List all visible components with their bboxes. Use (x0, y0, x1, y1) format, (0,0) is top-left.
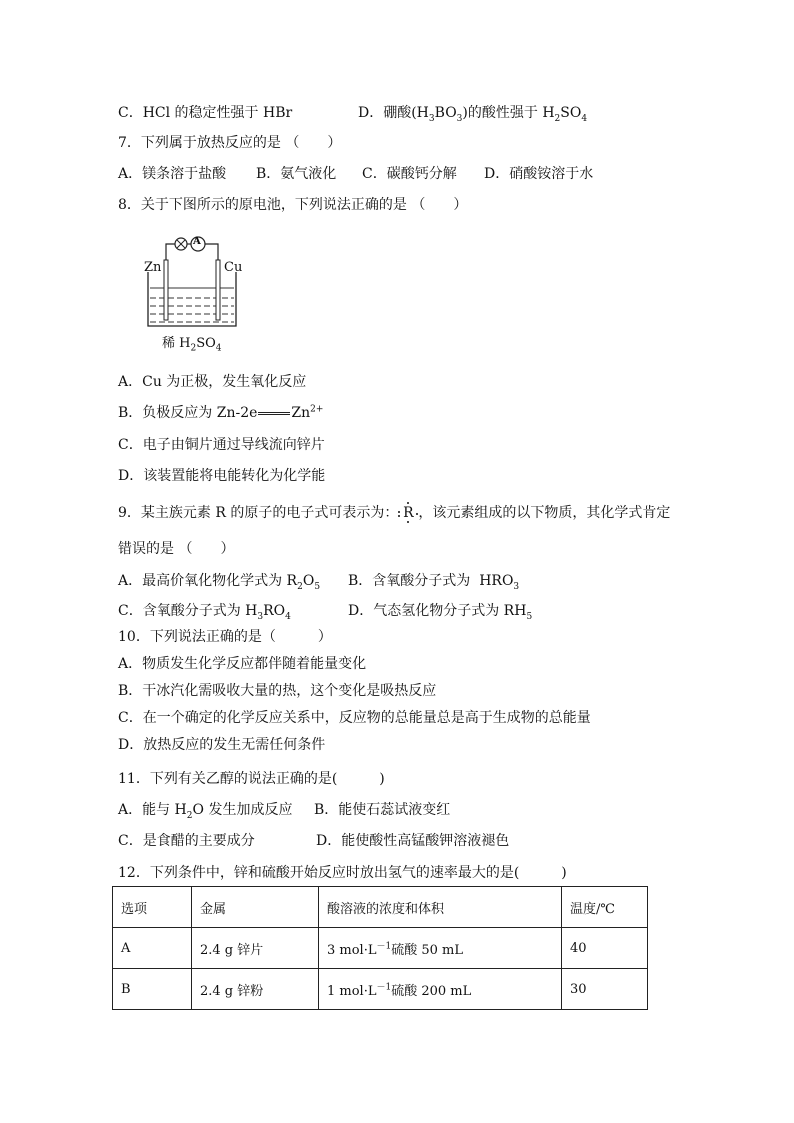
cell-option: A (113, 928, 192, 969)
zinc-electrode (164, 260, 168, 320)
copper-electrode (216, 260, 220, 320)
q11-option-b: B．能使石蕊试液变红 (314, 802, 451, 818)
zinc-label: Zn (144, 260, 162, 275)
question-9: 9．某主族元素 R 的原子的电子式可表示为： R ，该元素组成的以下物质，其化学式肯定 (118, 504, 670, 522)
question-10: 10．下列说法正确的是（ ） (118, 629, 332, 645)
cell-metal: 2.4 g 锌粉 (192, 969, 319, 1010)
q9-option-a: A．最高价氧化物化学式为 $R_2O_5$ (118, 573, 321, 592)
header-metal: 金属 (192, 887, 319, 928)
reaction-arrow (258, 412, 290, 415)
question-7: 7．下列属于放热反应的是 （ ） (118, 135, 342, 151)
copper-label: Cu (224, 260, 243, 275)
q6-option-d: D．硼酸$(H_3BO_3)$的酸性强于 $H_2SO_4$ (358, 105, 588, 124)
header-acid: 酸溶液的浓度和体积 (319, 887, 562, 928)
galvanic-cell-diagram (138, 232, 248, 354)
q8-option-b: B．负极反应为 Zn-2e $Zn^{2+}$ (118, 404, 324, 421)
q7-option-c: C．碳酸钙分解 (362, 166, 457, 182)
cell-temperature: 40 (562, 928, 648, 969)
cell-acid: 3 $mol\cdot L^{-1}$硫酸 50 mL (319, 928, 562, 969)
q8-option-d: D．该装置能将电能转化为化学能 (118, 468, 326, 484)
cell-acid: 1 $mol\cdot L^{-1}$硫酸 200 mL (319, 969, 562, 1010)
q8-option-c: C．电子由铜片通过导线流向锌片 (118, 437, 325, 453)
q8-option-a: A．Cu 为正极，发生氧化反应 (118, 374, 307, 390)
reaction-conditions-table (112, 886, 648, 1010)
q11-option-c: C．是食醋的主要成分 (118, 833, 255, 849)
question-11: 11．下列有关乙醇的说法正确的是( ) (118, 771, 385, 787)
table-row (113, 928, 648, 969)
q11-option-a: A．能与 $H_2O$ 发生加成反应 (118, 802, 293, 821)
question-12: 12．下列条件中，锌和硫酸开始反应时放出氢气的速率最大的是( ) (118, 865, 567, 881)
q7-option-a: A．镁条溶于盐酸 (118, 166, 227, 182)
cell-option: B (113, 969, 192, 1010)
header-temperature: 温度/℃ (562, 887, 648, 928)
solution-label: 稀 $H_2SO_4$ (162, 336, 222, 354)
q7-option-d: D．硝酸铵溶于水 (484, 166, 594, 182)
q10-option-a: A．物质发生化学反应都伴随着能量变化 (118, 656, 367, 672)
lewis-symbol: R (398, 504, 418, 522)
cell-metal: 2.4 g 锌片 (192, 928, 319, 969)
beaker (148, 272, 236, 326)
header-option: 选项 (113, 887, 192, 928)
question-9-continued: 错误的是 （ ） (118, 541, 235, 557)
q9-option-b: B．含氧酸分子式为 $HRO_3$ (348, 573, 520, 592)
table-row (113, 969, 648, 1010)
ammeter-label: A (193, 236, 201, 247)
q10-option-c: C．在一个确定的化学反应关系中，反应物的总能量总是高于生成物的总能量 (118, 710, 591, 726)
q9-option-d: D．气态氢化物分子式为 $RH_5$ (348, 603, 533, 622)
question-8: 8．关于下图所示的原电池，下列说法正确的是 （ ） (118, 197, 468, 213)
table-header-row (113, 887, 648, 928)
q10-option-d: D．放热反应的发生无需任何条件 (118, 737, 326, 753)
q7-option-b: B．氨气液化 (256, 166, 337, 182)
q9-option-c: C．含氧酸分子式为 $H_3RO_4$ (118, 603, 291, 622)
q11-option-d: D．能使酸性高锰酸钾溶液褪色 (316, 833, 510, 849)
cell-temperature: 30 (562, 969, 648, 1010)
q10-option-b: B．干冰汽化需吸收大量的热，这个变化是吸热反应 (118, 683, 437, 699)
q6-option-c: C．HCl 的稳定性强于 HBr (118, 105, 293, 121)
